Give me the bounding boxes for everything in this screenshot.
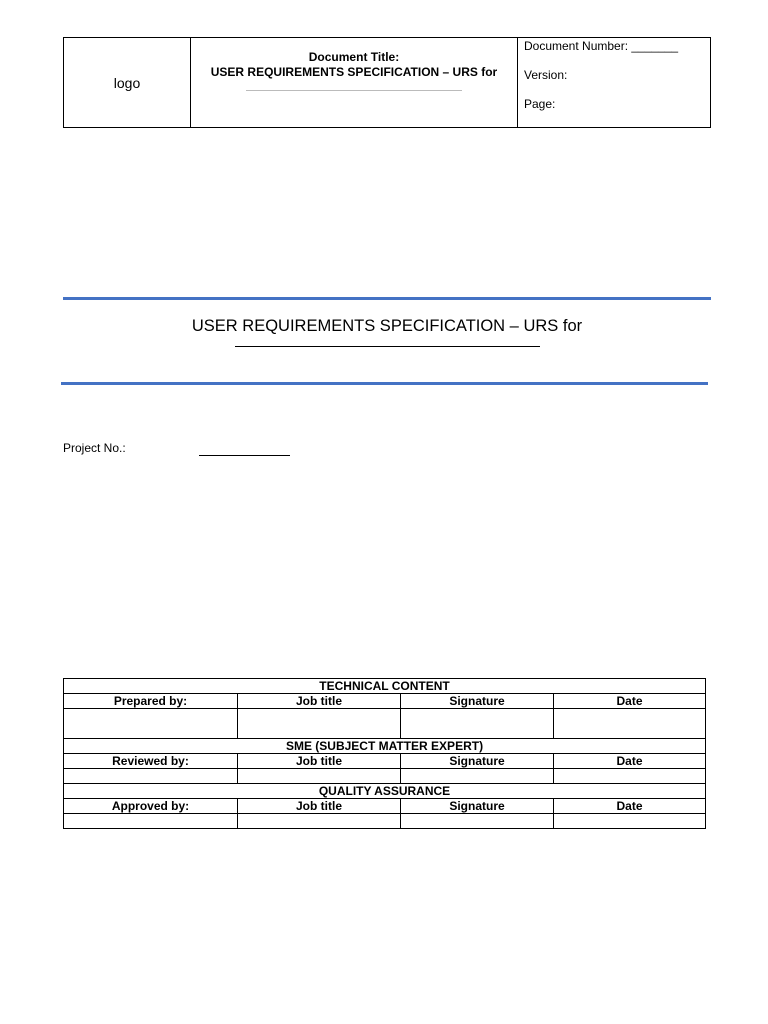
section-title-sme: SME (SUBJECT MATTER EXPERT) <box>64 739 706 754</box>
document-title-blank-line <box>246 82 462 91</box>
version-label: Version: <box>524 68 568 82</box>
top-blue-rule <box>63 297 711 300</box>
main-title-blank-line <box>235 346 540 347</box>
signature-header: Signature <box>401 754 554 769</box>
signoff-table <box>63 678 706 829</box>
reviewed-date-cell[interactable] <box>554 769 706 784</box>
main-title-block <box>63 316 711 347</box>
signature-header: Signature <box>401 694 554 709</box>
approved-by-cell[interactable] <box>64 814 238 829</box>
prepared-by-header: Prepared by: <box>64 694 238 709</box>
prepared-job-title-cell[interactable] <box>238 709 401 739</box>
signature-header: Signature <box>401 799 554 814</box>
project-number-blank-line <box>199 455 290 456</box>
reviewed-by-header: Reviewed by: <box>64 754 238 769</box>
page-label: Page: <box>524 97 556 111</box>
date-header: Date <box>554 799 706 814</box>
main-title: USER REQUIREMENTS SPECIFICATION – URS for <box>191 317 583 335</box>
job-title-header: Job title <box>238 694 401 709</box>
approved-date-cell[interactable] <box>554 814 706 829</box>
section-title-technical-content: TECHNICAL CONTENT <box>64 679 706 694</box>
logo-placeholder: logo <box>64 38 191 127</box>
date-header: Date <box>554 754 706 769</box>
prepared-by-cell[interactable] <box>64 709 238 739</box>
date-header: Date <box>554 694 706 709</box>
bottom-blue-rule <box>61 382 708 385</box>
prepared-signature-cell[interactable] <box>401 709 554 739</box>
document-header <box>63 37 711 128</box>
job-title-header: Job title <box>238 754 401 769</box>
prepared-date-cell[interactable] <box>554 709 706 739</box>
document-number: Document Number: _______ <box>524 39 679 53</box>
approved-by-header: Approved by: <box>64 799 238 814</box>
job-title-header: Job title <box>238 799 401 814</box>
document-title: USER REQUIREMENTS SPECIFICATION – URS for <box>210 65 498 79</box>
reviewed-by-cell[interactable] <box>64 769 238 784</box>
reviewed-signature-cell[interactable] <box>401 769 554 784</box>
document-title-label: Document Title: <box>308 50 400 64</box>
project-number-label: Project No.: <box>63 441 126 455</box>
header-meta-cell <box>518 38 710 127</box>
section-title-quality-assurance: QUALITY ASSURANCE <box>64 784 706 799</box>
approved-signature-cell[interactable] <box>401 814 554 829</box>
approved-job-title-cell[interactable] <box>238 814 401 829</box>
header-title-cell <box>191 38 518 127</box>
reviewed-job-title-cell[interactable] <box>238 769 401 784</box>
